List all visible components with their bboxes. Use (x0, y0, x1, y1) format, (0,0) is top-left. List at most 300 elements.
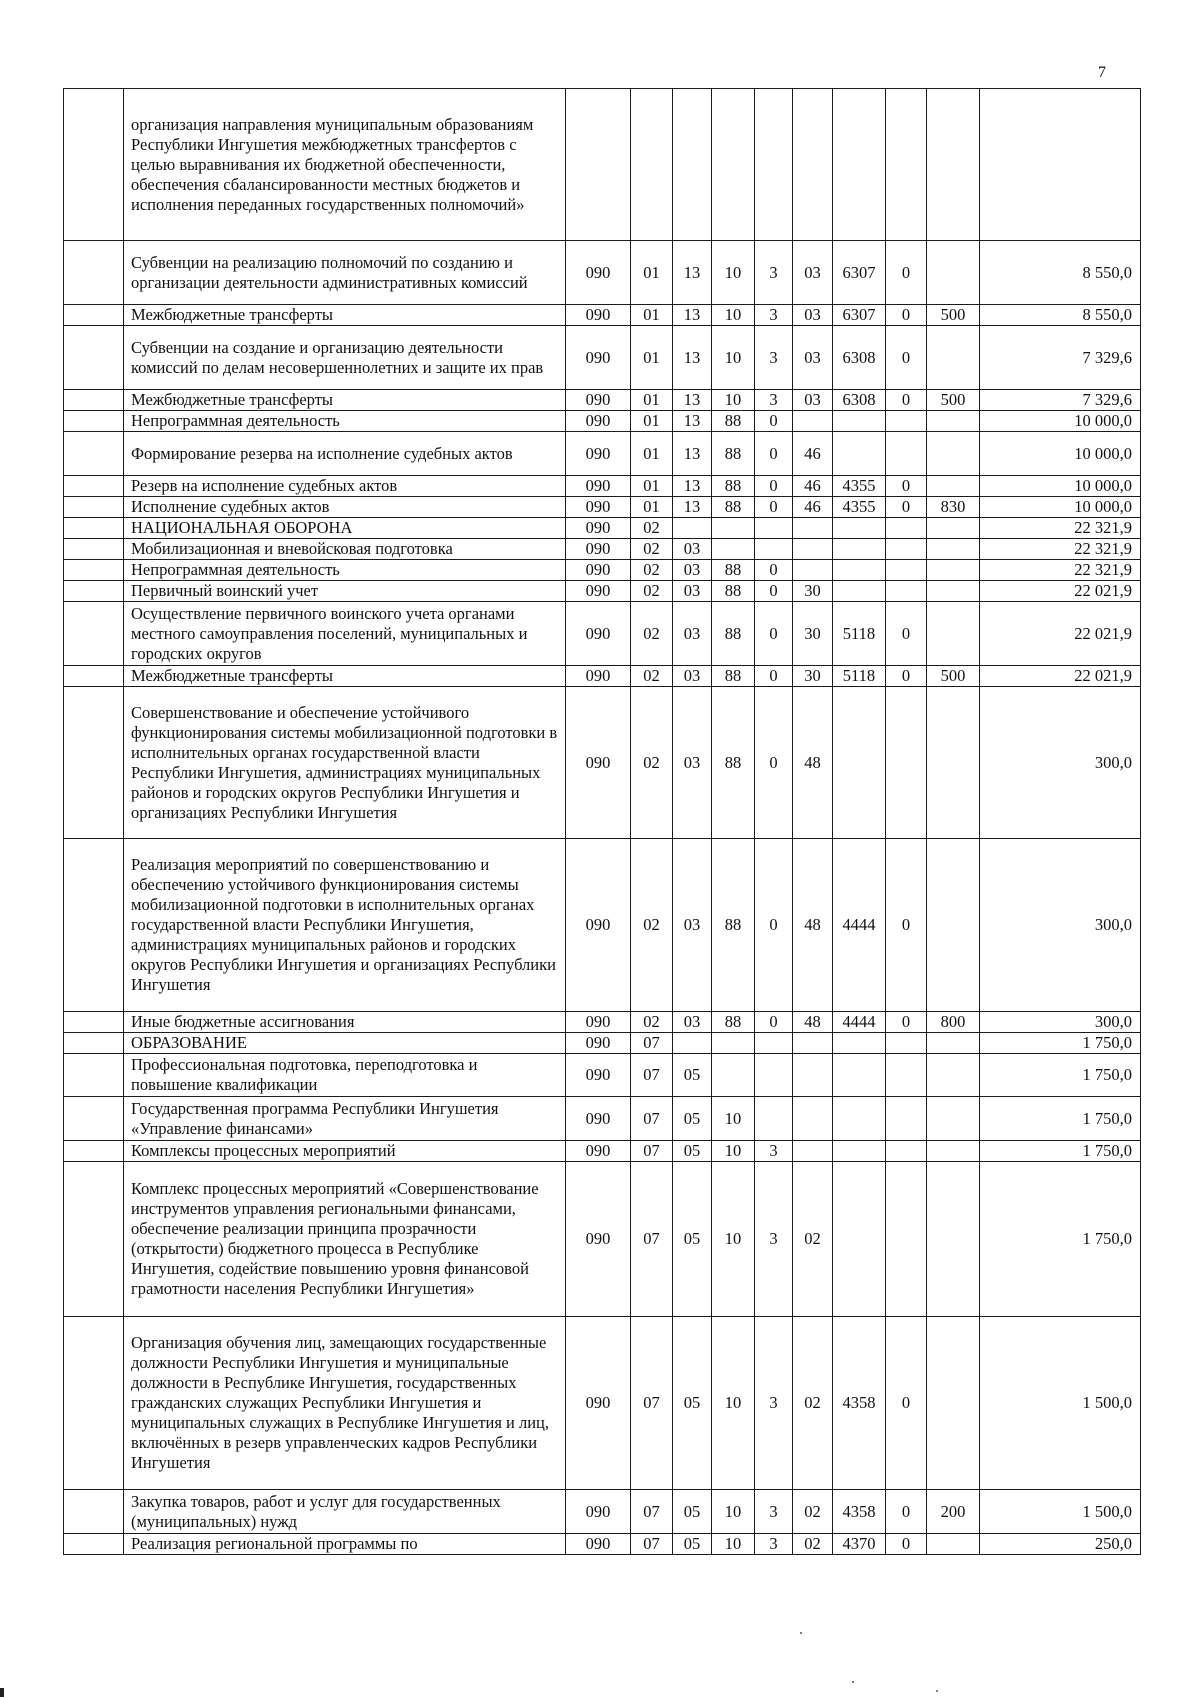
row-number-cell (64, 1033, 124, 1054)
row-name-cell: Межбюджетные трансферты (124, 305, 566, 326)
row-number-cell (64, 666, 124, 687)
code-cell-pr: 13 (673, 497, 712, 518)
row-number-cell (64, 560, 124, 581)
code-cell-rz: 01 (631, 326, 673, 390)
code-cell-vr (927, 518, 980, 539)
table-row (64, 602, 1141, 666)
code-cell-ved: 090 (566, 1490, 631, 1534)
code-cell-rz: 01 (631, 305, 673, 326)
code-cell-vr (927, 602, 980, 666)
row-name-cell: Осуществление первичного воинского учета органами местного самоуправления поселений, муниципальных и городских округов (124, 602, 566, 666)
code-cell-csr3 (793, 1033, 833, 1054)
row-name-cell: Формирование резерва на исполнение судебных актов (124, 432, 566, 476)
code-cell-ved: 090 (566, 1534, 631, 1555)
amount-cell: 1 750,0 (980, 1097, 1141, 1141)
amount-cell: 8 550,0 (980, 305, 1141, 326)
row-name-cell: организация направления муниципальным образованиям Республики Ингушетия межбюджетных трансфертов с целью выравнивания их бюджетной обеспеченности, обеспечения сбалансированности местных бюджетов и исполнения переданных государственных полномочий» (124, 89, 566, 241)
code-cell-pr: 13 (673, 326, 712, 390)
code-cell-csr3: 46 (793, 497, 833, 518)
code-cell-csr2: 3 (755, 305, 793, 326)
row-name-cell: Профессиональная подготовка, переподготовка и повышение квалификации (124, 1054, 566, 1097)
code-cell-csr1: 10 (712, 305, 755, 326)
code-cell-csr5 (886, 560, 927, 581)
table-row (64, 305, 1141, 326)
row-number-cell (64, 602, 124, 666)
table-row (64, 518, 1141, 539)
code-cell-pr: 03 (673, 560, 712, 581)
amount-cell: 10 000,0 (980, 411, 1141, 432)
code-cell-vr (927, 581, 980, 602)
code-cell-csr3: 03 (793, 326, 833, 390)
code-cell-rz: 07 (631, 1097, 673, 1141)
code-cell-csr3: 02 (793, 1534, 833, 1555)
code-cell-csr3: 02 (793, 1162, 833, 1317)
code-cell-csr3: 46 (793, 476, 833, 497)
code-cell-rz: 02 (631, 602, 673, 666)
row-name-cell: Межбюджетные трансферты (124, 390, 566, 411)
row-name-cell: Первичный воинский учет (124, 581, 566, 602)
code-cell-csr4: 4355 (833, 476, 886, 497)
code-cell-csr2 (755, 1033, 793, 1054)
code-cell-csr2: 0 (755, 432, 793, 476)
code-cell-vr (927, 687, 980, 839)
code-cell-rz: 07 (631, 1033, 673, 1054)
scan-speck (800, 1632, 802, 1634)
code-cell-pr: 05 (673, 1141, 712, 1162)
code-cell-csr4: 6307 (833, 305, 886, 326)
code-cell-csr2: 0 (755, 839, 793, 1012)
code-cell-csr2: 0 (755, 497, 793, 518)
code-cell-csr4: 5118 (833, 666, 886, 687)
code-cell-vr (927, 1141, 980, 1162)
amount-cell: 22 321,9 (980, 518, 1141, 539)
row-name-cell: Субвенции на реализацию полномочий по созданию и организации деятельности административных комиссий (124, 241, 566, 305)
row-number-cell (64, 241, 124, 305)
amount-cell: 10 000,0 (980, 497, 1141, 518)
code-cell-pr: 05 (673, 1490, 712, 1534)
code-cell-pr: 05 (673, 1162, 712, 1317)
table-row (64, 1490, 1141, 1534)
table-row (64, 560, 1141, 581)
code-cell-csr5 (886, 687, 927, 839)
code-cell-csr4 (833, 89, 886, 241)
code-cell-csr2: 0 (755, 602, 793, 666)
code-cell-csr4: 4370 (833, 1534, 886, 1555)
code-cell-vr (927, 1054, 980, 1097)
code-cell-csr5 (886, 411, 927, 432)
code-cell-csr1: 10 (712, 326, 755, 390)
code-cell-csr4: 5118 (833, 602, 886, 666)
code-cell-csr5: 0 (886, 1534, 927, 1555)
code-cell-ved: 090 (566, 390, 631, 411)
code-cell-csr1 (712, 1033, 755, 1054)
code-cell-rz: 07 (631, 1054, 673, 1097)
code-cell-csr1: 88 (712, 666, 755, 687)
code-cell-vr (927, 1033, 980, 1054)
code-cell-vr (927, 241, 980, 305)
code-cell-csr3 (793, 1097, 833, 1141)
row-number-cell (64, 411, 124, 432)
code-cell-vr: 500 (927, 305, 980, 326)
code-cell-csr2: 0 (755, 666, 793, 687)
table-row (64, 666, 1141, 687)
code-cell-rz: 02 (631, 539, 673, 560)
row-number-cell (64, 89, 124, 241)
code-cell-pr: 13 (673, 390, 712, 411)
row-name-cell: Организация обучения лиц, замещающих государственные должности Республики Ингушетия и муниципальные должности в Республике Ингушетия, государственных гражданских служащих Республики Ингушетия и муниципальных служащих в Республике Ингушетия и лиц, включённых в резерв управленческих кадров Республики Ингушетия (124, 1317, 566, 1490)
code-cell-csr3 (793, 1141, 833, 1162)
code-cell-csr4: 4355 (833, 497, 886, 518)
code-cell-vr (927, 1162, 980, 1317)
code-cell-ved: 090 (566, 666, 631, 687)
row-name-cell: Реализация региональной программы по (124, 1534, 566, 1555)
code-cell-csr2: 3 (755, 1534, 793, 1555)
row-name-cell: Государственная программа Республики Ингушетия «Управление финансами» (124, 1097, 566, 1141)
code-cell-csr5 (886, 1054, 927, 1097)
table-row (64, 1097, 1141, 1141)
code-cell-csr5: 0 (886, 497, 927, 518)
code-cell-csr1: 88 (712, 560, 755, 581)
code-cell-csr4 (833, 518, 886, 539)
scan-speck (936, 1690, 938, 1692)
code-cell-csr5 (886, 1141, 927, 1162)
code-cell-rz: 07 (631, 1490, 673, 1534)
code-cell-csr4 (833, 1033, 886, 1054)
budget-table (63, 88, 1141, 1555)
table-row (64, 687, 1141, 839)
row-number-cell (64, 326, 124, 390)
code-cell-ved: 090 (566, 839, 631, 1012)
code-cell-csr3: 30 (793, 581, 833, 602)
table-row (64, 839, 1141, 1012)
amount-cell: 1 750,0 (980, 1141, 1141, 1162)
code-cell-csr1 (712, 518, 755, 539)
row-number-cell (64, 1317, 124, 1490)
table-row (64, 432, 1141, 476)
code-cell-csr1: 10 (712, 241, 755, 305)
code-cell-csr1 (712, 1054, 755, 1097)
amount-cell: 22 021,9 (980, 581, 1141, 602)
amount-cell: 22 321,9 (980, 560, 1141, 581)
code-cell-csr4 (833, 581, 886, 602)
code-cell-ved: 090 (566, 1033, 631, 1054)
code-cell-ved: 090 (566, 1162, 631, 1317)
table-row (64, 539, 1141, 560)
code-cell-pr (673, 518, 712, 539)
code-cell-ved: 090 (566, 518, 631, 539)
code-cell-csr3: 48 (793, 1012, 833, 1033)
row-number-cell (64, 839, 124, 1012)
amount-cell: 1 500,0 (980, 1490, 1141, 1534)
row-number-cell (64, 305, 124, 326)
code-cell-csr5: 0 (886, 476, 927, 497)
code-cell-ved: 090 (566, 560, 631, 581)
code-cell-pr: 03 (673, 839, 712, 1012)
code-cell-csr3: 46 (793, 432, 833, 476)
code-cell-vr (927, 1534, 980, 1555)
amount-cell: 22 021,9 (980, 602, 1141, 666)
code-cell-csr2: 3 (755, 390, 793, 411)
code-cell-csr5: 0 (886, 666, 927, 687)
amount-cell: 1 750,0 (980, 1033, 1141, 1054)
code-cell-csr5 (886, 89, 927, 241)
code-cell-csr5 (886, 1097, 927, 1141)
code-cell-csr2: 0 (755, 476, 793, 497)
code-cell-csr2: 3 (755, 241, 793, 305)
code-cell-vr (927, 839, 980, 1012)
code-cell-csr2: 0 (755, 411, 793, 432)
row-name-cell: Мобилизационная и вневойсковая подготовка (124, 539, 566, 560)
code-cell-vr (927, 1317, 980, 1490)
code-cell-csr5: 0 (886, 241, 927, 305)
code-cell-rz: 02 (631, 581, 673, 602)
code-cell-csr5: 0 (886, 1490, 927, 1534)
code-cell-rz: 07 (631, 1162, 673, 1317)
code-cell-ved: 090 (566, 581, 631, 602)
code-cell-csr4 (833, 560, 886, 581)
code-cell-ved: 090 (566, 602, 631, 666)
row-number-cell (64, 1141, 124, 1162)
code-cell-ved: 090 (566, 432, 631, 476)
code-cell-vr: 830 (927, 497, 980, 518)
code-cell-csr4: 4358 (833, 1317, 886, 1490)
code-cell-csr2: 3 (755, 1317, 793, 1490)
code-cell-csr2: 0 (755, 687, 793, 839)
code-cell-csr2: 0 (755, 1012, 793, 1033)
code-cell-pr (673, 1033, 712, 1054)
code-cell-csr5 (886, 1162, 927, 1317)
code-cell-csr2 (755, 539, 793, 560)
code-cell-pr: 03 (673, 666, 712, 687)
code-cell-ved: 090 (566, 1141, 631, 1162)
code-cell-csr3 (793, 411, 833, 432)
code-cell-csr3: 48 (793, 687, 833, 839)
code-cell-csr5: 0 (886, 839, 927, 1012)
code-cell-csr5: 0 (886, 1012, 927, 1033)
amount-cell: 7 329,6 (980, 326, 1141, 390)
table-row (64, 476, 1141, 497)
amount-cell: 300,0 (980, 839, 1141, 1012)
code-cell-csr3: 02 (793, 1490, 833, 1534)
code-cell-csr1: 10 (712, 1534, 755, 1555)
code-cell-csr4: 4444 (833, 1012, 886, 1033)
table-row (64, 1033, 1141, 1054)
code-cell-csr4: 4444 (833, 839, 886, 1012)
row-name-cell: Непрограммная деятельность (124, 560, 566, 581)
code-cell-pr (673, 89, 712, 241)
code-cell-rz: 02 (631, 839, 673, 1012)
code-cell-csr5 (886, 1033, 927, 1054)
code-cell-csr4: 4358 (833, 1490, 886, 1534)
code-cell-pr: 05 (673, 1534, 712, 1555)
code-cell-csr3: 30 (793, 666, 833, 687)
amount-cell: 10 000,0 (980, 432, 1141, 476)
code-cell-vr (927, 89, 980, 241)
code-cell-csr4 (833, 687, 886, 839)
code-cell-csr4 (833, 411, 886, 432)
code-cell-pr: 13 (673, 476, 712, 497)
code-cell-csr1: 88 (712, 476, 755, 497)
code-cell-csr5 (886, 518, 927, 539)
table-row (64, 1534, 1141, 1555)
amount-cell: 22 321,9 (980, 539, 1141, 560)
code-cell-csr2 (755, 518, 793, 539)
code-cell-rz: 01 (631, 411, 673, 432)
code-cell-pr: 03 (673, 1012, 712, 1033)
row-name-cell: Совершенствование и обеспечение устойчивого функционирования системы мобилизационной подготовки в исполнительных органах государственной власти Республики Ингушетия, администрациях муниципальных районов и городских округов Республики Ингушетия и организациях Республики Ингушетия (124, 687, 566, 839)
code-cell-csr1: 88 (712, 411, 755, 432)
code-cell-csr2 (755, 89, 793, 241)
row-number-cell (64, 518, 124, 539)
code-cell-csr3 (793, 518, 833, 539)
row-name-cell: НАЦИОНАЛЬНАЯ ОБОРОНА (124, 518, 566, 539)
row-name-cell: ОБРАЗОВАНИЕ (124, 1033, 566, 1054)
code-cell-ved: 090 (566, 1317, 631, 1490)
row-name-cell: Комплексы процессных мероприятий (124, 1141, 566, 1162)
code-cell-csr3 (793, 1054, 833, 1097)
table-row (64, 497, 1141, 518)
code-cell-rz: 01 (631, 476, 673, 497)
code-cell-csr3: 03 (793, 390, 833, 411)
row-number-cell (64, 687, 124, 839)
row-name-cell: Иные бюджетные ассигнования (124, 1012, 566, 1033)
code-cell-csr1: 88 (712, 839, 755, 1012)
code-cell-csr5: 0 (886, 1317, 927, 1490)
code-cell-ved: 090 (566, 1054, 631, 1097)
code-cell-vr (927, 432, 980, 476)
code-cell-ved: 090 (566, 1012, 631, 1033)
table-row (64, 1162, 1141, 1317)
code-cell-csr2 (755, 1054, 793, 1097)
row-name-cell: Субвенции на создание и организацию деятельности комиссий по делам несовершеннолетних и защите их прав (124, 326, 566, 390)
row-number-cell (64, 1534, 124, 1555)
code-cell-csr1: 10 (712, 1097, 755, 1141)
row-name-cell: Межбюджетные трансферты (124, 666, 566, 687)
code-cell-csr2: 3 (755, 1162, 793, 1317)
code-cell-vr (927, 1097, 980, 1141)
row-name-cell: Закупка товаров, работ и услуг для государственных (муниципальных) нужд (124, 1490, 566, 1534)
row-number-cell (64, 1162, 124, 1317)
code-cell-csr1 (712, 89, 755, 241)
code-cell-pr: 13 (673, 241, 712, 305)
amount-cell: 1 750,0 (980, 1054, 1141, 1097)
code-cell-rz: 02 (631, 666, 673, 687)
code-cell-csr2: 3 (755, 1141, 793, 1162)
code-cell-csr1: 88 (712, 432, 755, 476)
code-cell-pr: 03 (673, 539, 712, 560)
code-cell-csr3 (793, 560, 833, 581)
row-number-cell (64, 497, 124, 518)
amount-cell: 300,0 (980, 1012, 1141, 1033)
amount-cell: 7 329,6 (980, 390, 1141, 411)
code-cell-vr: 800 (927, 1012, 980, 1033)
code-cell-pr: 05 (673, 1097, 712, 1141)
code-cell-pr: 03 (673, 581, 712, 602)
code-cell-vr (927, 539, 980, 560)
code-cell-vr: 200 (927, 1490, 980, 1534)
table-row (64, 326, 1141, 390)
code-cell-pr: 03 (673, 602, 712, 666)
amount-cell: 1 500,0 (980, 1317, 1141, 1490)
code-cell-csr4: 6307 (833, 241, 886, 305)
row-name-cell: Комплекс процессных мероприятий «Совершенствование инструментов управления региональными финансами, обеспечение реализации принципа прозрачности (открытости) бюджетного процесса в Республике Ингушетия, содействие повышению уровня финансовой грамотности населения Республики Ингушетия» (124, 1162, 566, 1317)
table-row (64, 1054, 1141, 1097)
code-cell-csr2: 3 (755, 326, 793, 390)
code-cell-csr3: 30 (793, 602, 833, 666)
code-cell-csr3 (793, 89, 833, 241)
code-cell-rz: 01 (631, 497, 673, 518)
code-cell-csr1: 88 (712, 581, 755, 602)
code-cell-csr5: 0 (886, 390, 927, 411)
code-cell-csr3: 02 (793, 1317, 833, 1490)
code-cell-csr5 (886, 432, 927, 476)
code-cell-csr1: 10 (712, 1162, 755, 1317)
code-cell-csr3: 03 (793, 305, 833, 326)
code-cell-csr4: 6308 (833, 326, 886, 390)
row-name-cell: Непрограммная деятельность (124, 411, 566, 432)
code-cell-rz (631, 89, 673, 241)
row-number-cell (64, 476, 124, 497)
amount-cell: 1 750,0 (980, 1162, 1141, 1317)
code-cell-csr1: 10 (712, 1490, 755, 1534)
table-row (64, 1012, 1141, 1033)
code-cell-csr4: 6308 (833, 390, 886, 411)
code-cell-rz: 01 (631, 241, 673, 305)
code-cell-csr4 (833, 1097, 886, 1141)
table-row (64, 241, 1141, 305)
code-cell-pr: 05 (673, 1054, 712, 1097)
code-cell-csr1 (712, 539, 755, 560)
row-name-cell: Исполнение судебных актов (124, 497, 566, 518)
code-cell-csr4 (833, 1141, 886, 1162)
row-number-cell (64, 1012, 124, 1033)
code-cell-csr4 (833, 1162, 886, 1317)
code-cell-csr4 (833, 1054, 886, 1097)
code-cell-csr1: 88 (712, 687, 755, 839)
row-name-cell: Реализация мероприятий по совершенствованию и обеспечению устойчивого функционирования системы мобилизационной подготовки в исполнительных органах государственной власти Республики Ингушетия, администрациях муниципальных районов и городских округов Республики Ингушетия и организациях Республики Ингушетия (124, 839, 566, 1012)
row-number-cell (64, 581, 124, 602)
code-cell-ved: 090 (566, 476, 631, 497)
code-cell-ved: 090 (566, 497, 631, 518)
row-name-cell: Резерв на исполнение судебных актов (124, 476, 566, 497)
code-cell-rz: 01 (631, 390, 673, 411)
code-cell-pr: 03 (673, 687, 712, 839)
code-cell-csr1: 88 (712, 602, 755, 666)
table-row (64, 1141, 1141, 1162)
code-cell-csr2 (755, 1097, 793, 1141)
code-cell-csr4 (833, 432, 886, 476)
code-cell-rz: 07 (631, 1141, 673, 1162)
code-cell-csr3: 03 (793, 241, 833, 305)
code-cell-csr3: 48 (793, 839, 833, 1012)
code-cell-ved: 090 (566, 1097, 631, 1141)
row-number-cell (64, 432, 124, 476)
row-number-cell (64, 1490, 124, 1534)
code-cell-csr2: 0 (755, 581, 793, 602)
amount-cell: 8 550,0 (980, 241, 1141, 305)
code-cell-ved: 090 (566, 241, 631, 305)
scan-edge-mark (0, 1688, 4, 1697)
row-number-cell (64, 390, 124, 411)
code-cell-pr: 13 (673, 411, 712, 432)
code-cell-csr5 (886, 539, 927, 560)
code-cell-csr5: 0 (886, 326, 927, 390)
code-cell-csr2: 0 (755, 560, 793, 581)
table-row (64, 581, 1141, 602)
code-cell-csr5: 0 (886, 602, 927, 666)
code-cell-ved: 090 (566, 411, 631, 432)
code-cell-csr4 (833, 539, 886, 560)
